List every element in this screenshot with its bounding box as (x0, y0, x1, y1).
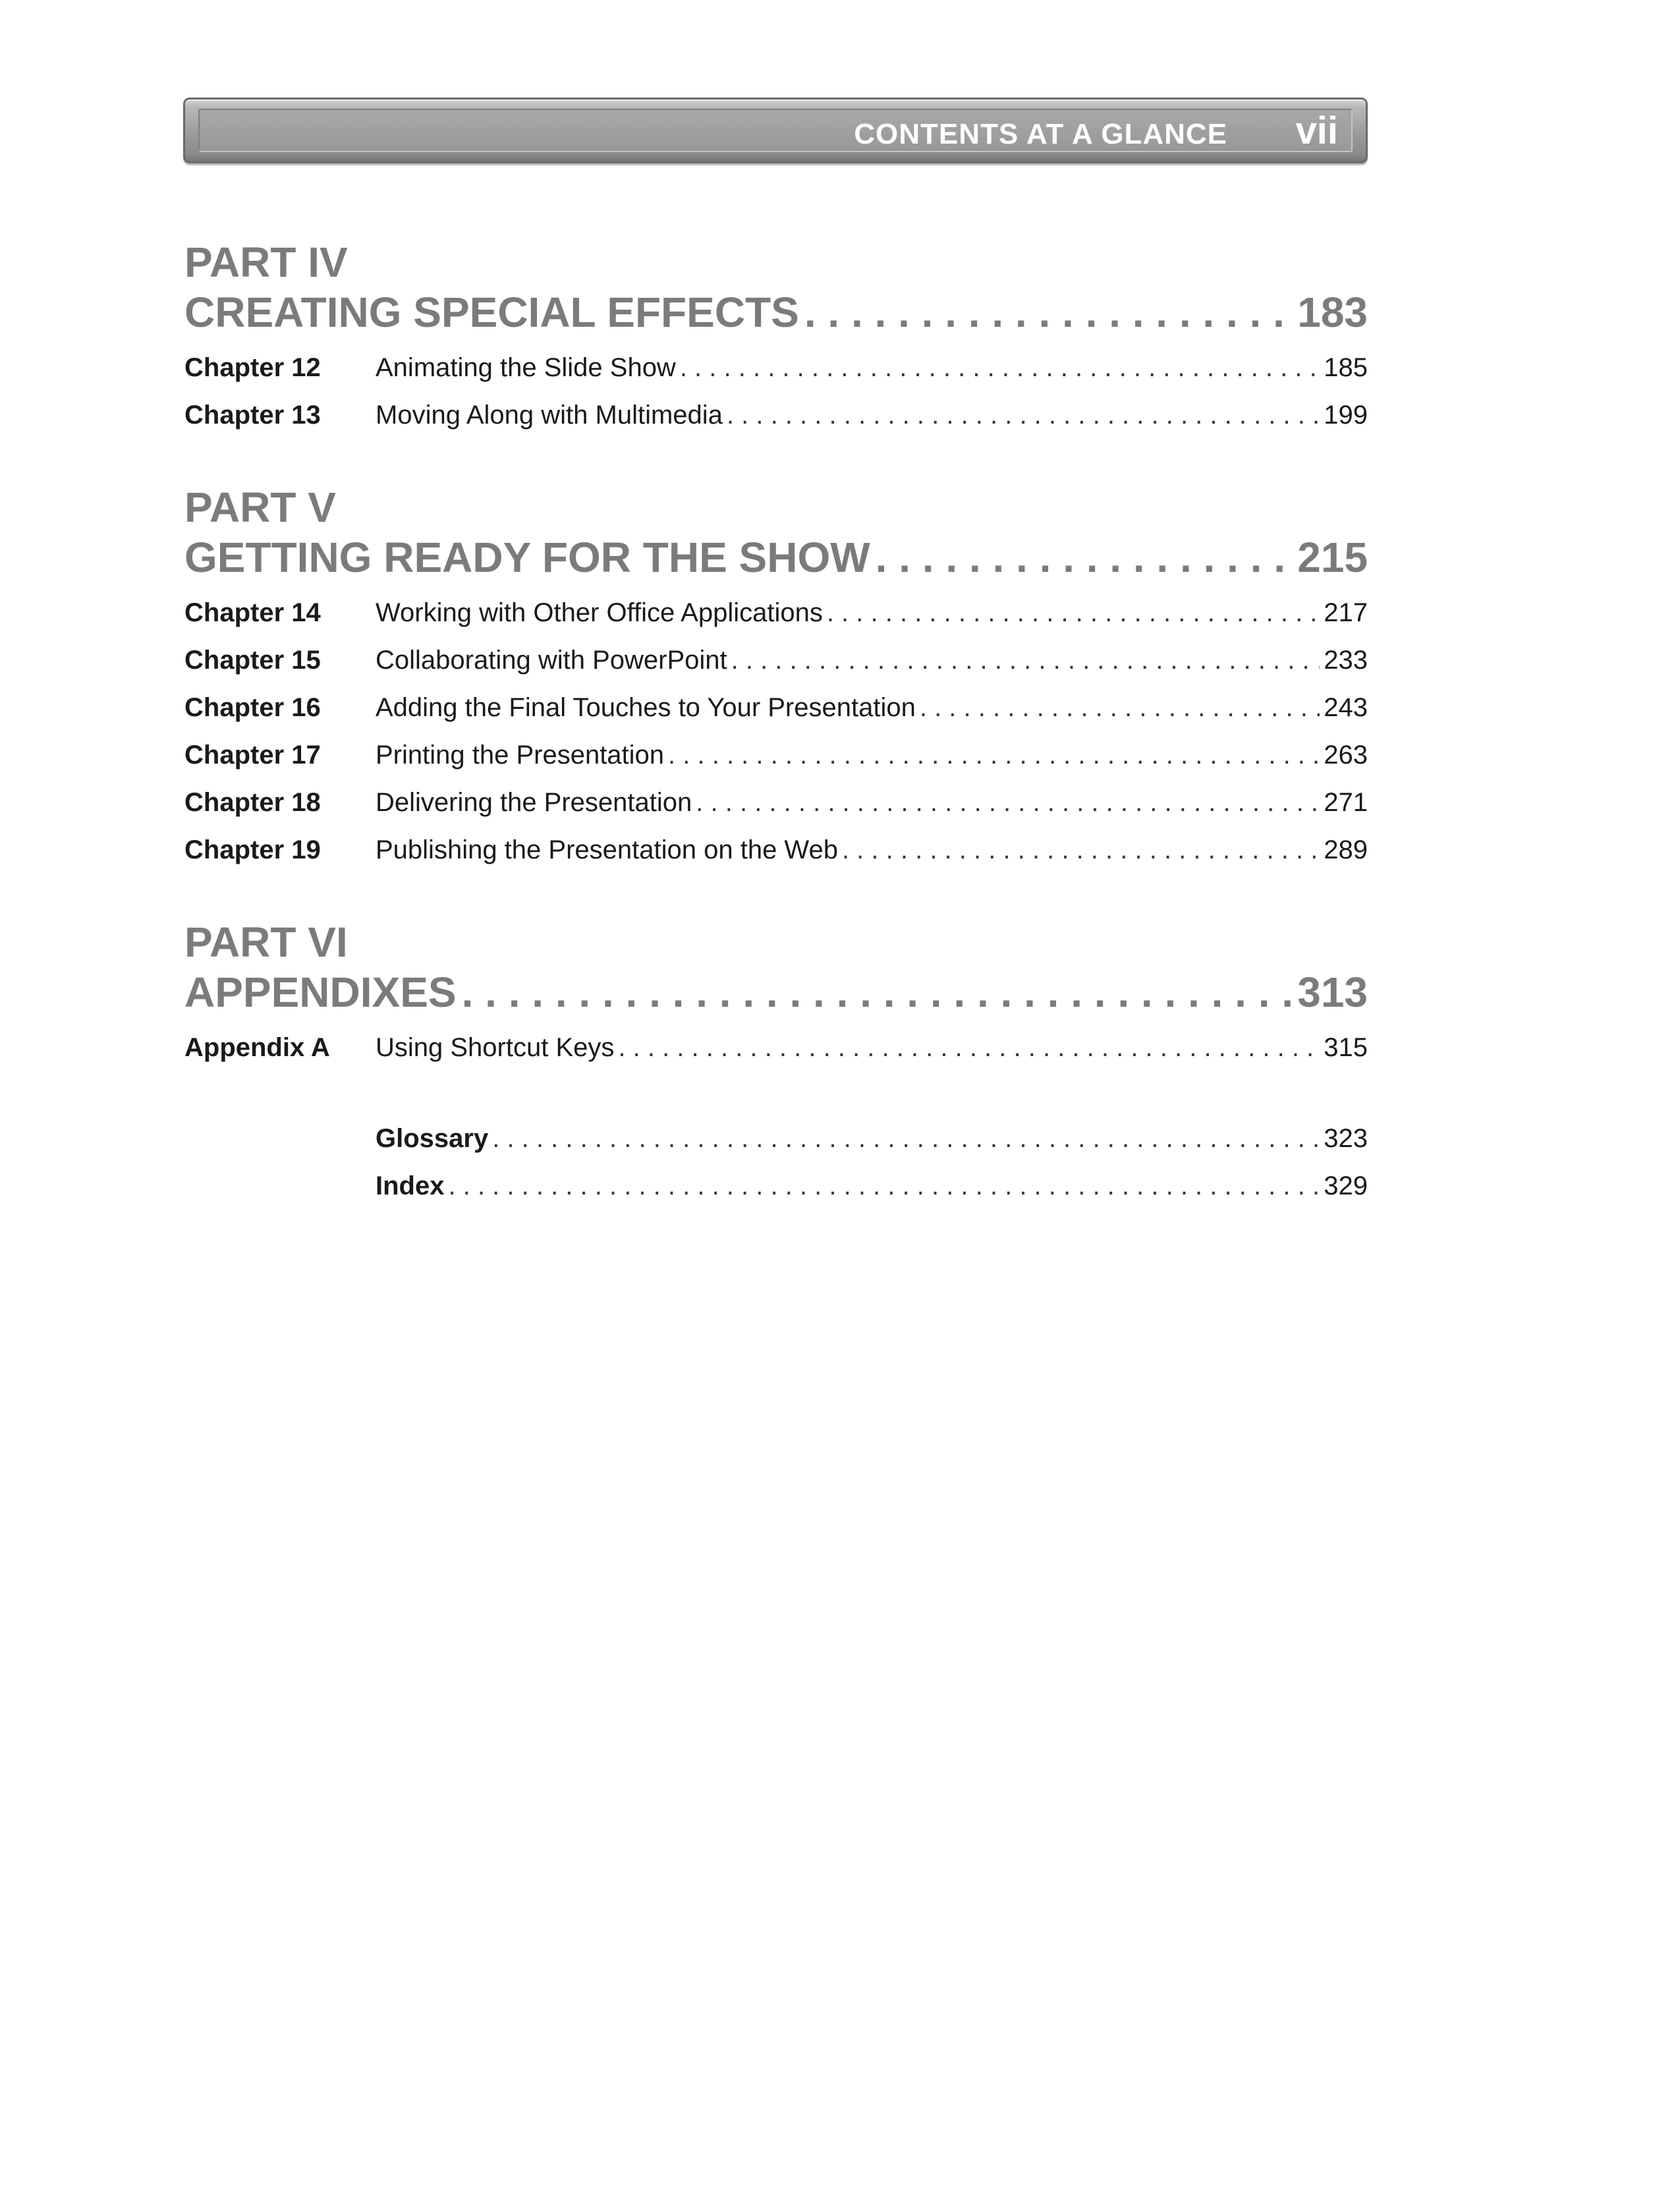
part-label: PART VI (184, 918, 348, 966)
part-page-number: 215 (1297, 534, 1368, 581)
dot-leader (827, 589, 1320, 636)
part-v (184, 482, 1368, 874)
appendix-page-number: 315 (1324, 1033, 1368, 1062)
chapter-title: Delivering the Presentation (376, 788, 692, 817)
table-of-contents (184, 237, 1368, 1210)
chapter-page-number: 185 (1324, 353, 1368, 382)
dot-leader (492, 1115, 1320, 1162)
back-matter-list (184, 1115, 1368, 1210)
toc-entry[interactable] (184, 684, 1368, 731)
chapter-title: Printing the Presentation (376, 741, 665, 770)
chapter-page-number: 233 (1324, 646, 1368, 675)
dot-leader (842, 826, 1320, 874)
chapter-page-number: 271 (1324, 788, 1368, 817)
chapter-number: Chapter 14 (184, 598, 321, 627)
running-header (183, 98, 1368, 163)
appendix-number: Appendix A (184, 1033, 330, 1062)
part-title: CREATING SPECIAL EFFECTS (184, 289, 799, 336)
chapter-number: Chapter 18 (184, 788, 321, 817)
toc-entry[interactable] (184, 589, 1368, 636)
toc-entry[interactable] (184, 391, 1368, 439)
part-label: PART V (184, 484, 336, 531)
toc-entry[interactable] (184, 826, 1368, 874)
chapter-title: Adding the Final Touches to Your Presentation (376, 693, 916, 722)
dot-leader (876, 532, 1293, 582)
part-iv (184, 237, 1368, 439)
dot-leader (804, 287, 1292, 337)
toc-entry[interactable] (184, 1024, 1368, 1071)
chapter-title: Animating the Slide Show (376, 353, 676, 382)
part-page-number: 313 (1297, 968, 1368, 1016)
dot-leader (668, 731, 1320, 779)
chapter-title: Working with Other Office Applications (376, 598, 823, 627)
chapter-number: Chapter 15 (184, 646, 321, 675)
toc-entry-glossary[interactable] (184, 1115, 1368, 1162)
chapter-page-number: 217 (1324, 598, 1368, 627)
appendix-title: Using Shortcut Keys (376, 1033, 615, 1062)
toc-entry[interactable] (184, 344, 1368, 391)
chapter-list (184, 344, 1368, 439)
dot-leader (727, 391, 1320, 439)
part-title: GETTING READY FOR THE SHOW (184, 534, 870, 581)
toc-entry[interactable] (184, 636, 1368, 684)
chapter-list (184, 1024, 1368, 1071)
chapter-number: Chapter 17 (184, 741, 321, 770)
chapter-page-number: 263 (1324, 741, 1368, 770)
dot-leader (920, 684, 1320, 731)
header-title: CONTENTS AT A GLANCE (854, 118, 1227, 150)
dot-leader (696, 779, 1320, 826)
chapter-list (184, 589, 1368, 874)
chapter-number: Chapter 19 (184, 835, 321, 864)
part-title-row[interactable] (184, 532, 1368, 582)
glossary-title: Glossary (376, 1124, 489, 1153)
dot-leader (680, 344, 1320, 391)
glossary-page-number: 323 (1324, 1124, 1368, 1153)
chapter-title: Publishing the Presentation on the Web (376, 835, 838, 864)
index-title: Index (376, 1171, 445, 1200)
part-title: APPENDIXES (184, 968, 457, 1016)
dot-leader (448, 1162, 1320, 1210)
toc-entry-index[interactable] (184, 1162, 1368, 1210)
chapter-page-number: 289 (1324, 835, 1368, 864)
chapter-page-number: 243 (1324, 693, 1368, 722)
chapter-page-number: 199 (1324, 401, 1368, 430)
chapter-title: Moving Along with Multimedia (376, 401, 723, 430)
chapter-number: Chapter 12 (184, 353, 321, 382)
part-page-number: 183 (1297, 289, 1368, 336)
part-label: PART IV (184, 238, 348, 286)
dot-leader (462, 967, 1293, 1017)
chapter-number: Chapter 16 (184, 693, 321, 722)
chapter-number: Chapter 13 (184, 401, 321, 430)
header-page-number: vii (1295, 109, 1338, 152)
part-vi (184, 917, 1368, 1071)
chapter-title: Collaborating with PowerPoint (376, 646, 727, 675)
toc-entry[interactable] (184, 731, 1368, 779)
part-title-row[interactable] (184, 967, 1368, 1017)
dot-leader (731, 636, 1320, 684)
part-title-row[interactable] (184, 287, 1368, 337)
index-page-number: 329 (1324, 1171, 1368, 1200)
dot-leader (618, 1024, 1320, 1071)
toc-entry[interactable] (184, 779, 1368, 826)
